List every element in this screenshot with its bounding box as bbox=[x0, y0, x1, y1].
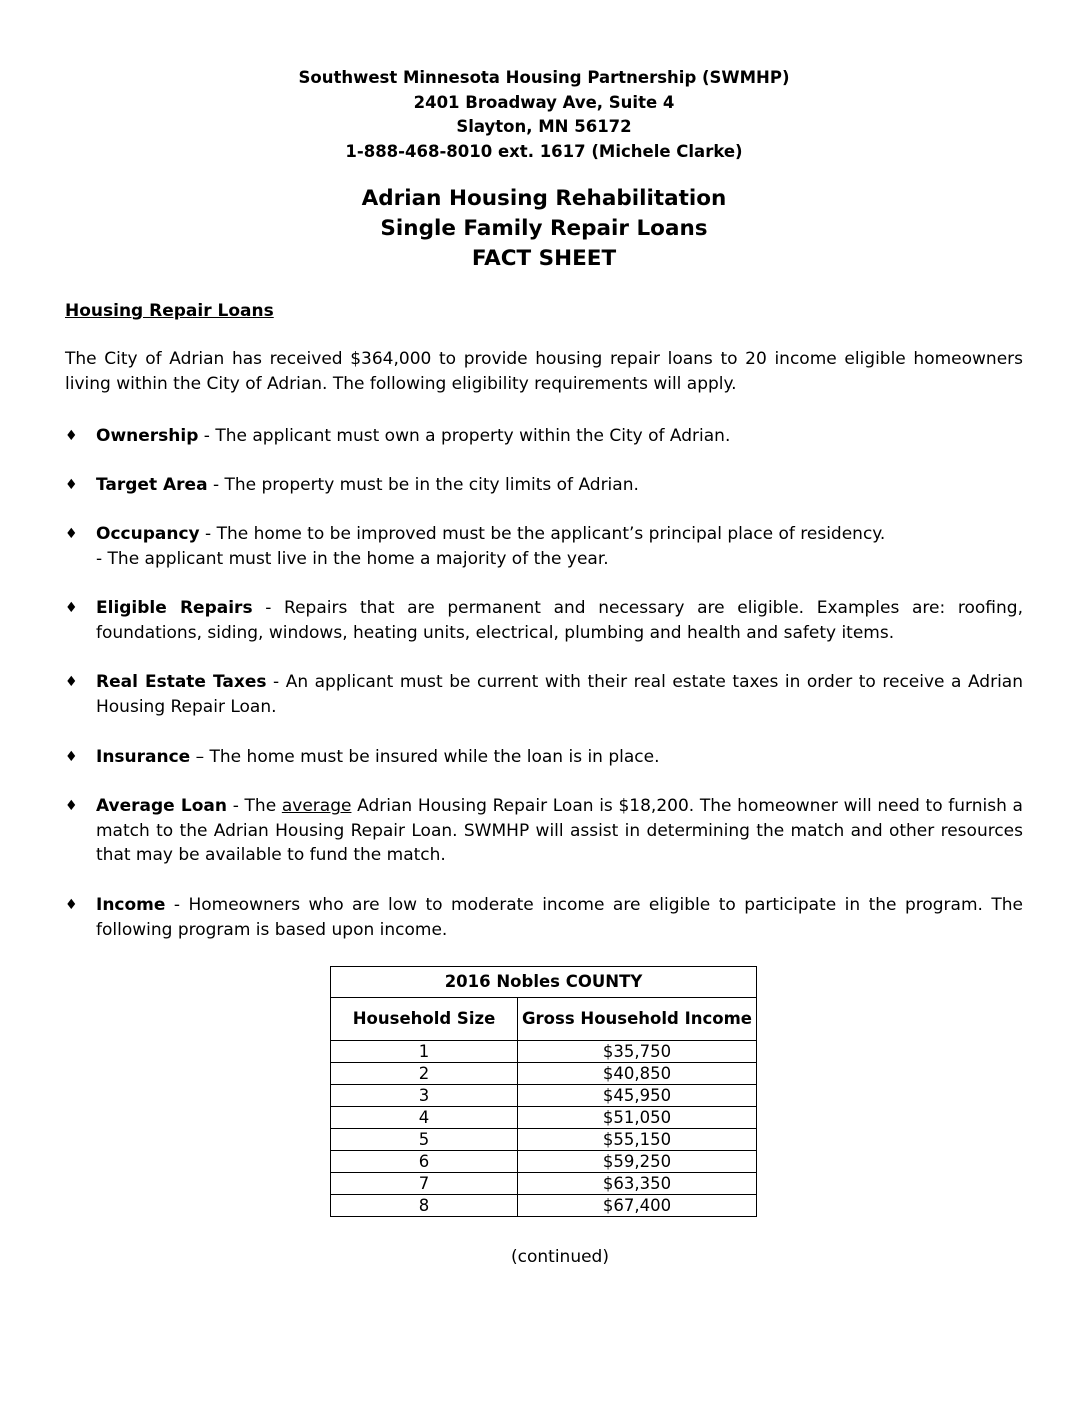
household-size-cell: 5 bbox=[331, 1129, 518, 1151]
requirement-text: - Repairs that are permanent and necessary are eligible. Examples are: roofing, foundations, siding, windows, heating units, electrical, plumbing and health and safety items. bbox=[96, 598, 1023, 643]
requirement-term: Average Loan bbox=[96, 796, 228, 816]
household-size-cell: 8 bbox=[331, 1195, 518, 1217]
column-header-household-size: Household Size bbox=[331, 998, 518, 1041]
income-cell: $67,400 bbox=[518, 1195, 757, 1217]
requirement-text-line-2: - The applicant must live in the home a majority of the year. bbox=[96, 548, 609, 569]
household-size-cell: 7 bbox=[331, 1173, 518, 1195]
diamond-bullet-icon: ♦ bbox=[65, 428, 78, 444]
org-address-line-1: 2401 Broadway Ave, Suite 4 bbox=[413, 92, 675, 112]
document-title bbox=[0, 184, 1088, 274]
diamond-bullet-icon: ♦ bbox=[65, 526, 78, 542]
requirement-term: Eligible Repairs bbox=[96, 598, 253, 618]
title-line-1: Adrian Housing Rehabilitation bbox=[361, 186, 727, 211]
underlined-word: average bbox=[281, 796, 352, 816]
income-limits-table bbox=[330, 966, 757, 1217]
income-cell: $40,850 bbox=[518, 1063, 757, 1085]
table-row bbox=[331, 1173, 757, 1195]
org-name: Southwest Minnesota Housing Partnership (SWMHP) bbox=[298, 68, 790, 87]
title-line-2: Single Family Repair Loans bbox=[380, 216, 708, 241]
household-size-cell: 3 bbox=[331, 1085, 518, 1107]
requirement-income bbox=[65, 893, 1023, 942]
requirement-text: - The applicant must own a property within the City of Adrian. bbox=[198, 426, 731, 446]
column-header-gross-income: Gross Household Income bbox=[518, 998, 757, 1041]
income-cell: $63,350 bbox=[518, 1173, 757, 1195]
household-size-cell: 2 bbox=[331, 1063, 518, 1085]
requirement-average-loan bbox=[65, 794, 1023, 868]
title-line-3: FACT SHEET bbox=[471, 246, 617, 271]
table-row bbox=[331, 1151, 757, 1173]
requirement-target-area bbox=[65, 473, 1023, 498]
diamond-bullet-icon: ♦ bbox=[65, 897, 78, 913]
requirement-text: - The bbox=[227, 796, 282, 816]
intro-paragraph: The City of Adrian has received $364,000 to provide housing repair loans to 20 income eligible homeowners living within the City of Adrian. The following eligibility requirements will apply. bbox=[65, 349, 1023, 394]
requirement-term: Insurance bbox=[96, 747, 191, 767]
income-cell: $35,750 bbox=[518, 1041, 757, 1063]
requirement-insurance bbox=[65, 745, 1023, 770]
household-size-cell: 1 bbox=[331, 1041, 518, 1063]
income-cell: $59,250 bbox=[518, 1151, 757, 1173]
income-cell: $51,050 bbox=[518, 1107, 757, 1129]
diamond-bullet-icon: ♦ bbox=[65, 477, 78, 493]
continued-note: (continued) bbox=[511, 1247, 609, 1267]
requirement-text: - The property must be in the city limits of Adrian. bbox=[207, 475, 639, 495]
household-size-cell: 6 bbox=[331, 1151, 518, 1173]
diamond-bullet-icon: ♦ bbox=[65, 600, 78, 616]
diamond-bullet-icon: ♦ bbox=[65, 798, 78, 814]
requirement-text: - Homeowners who are low to moderate income are eligible to participate in the program. The following program is based upon income. bbox=[96, 895, 1023, 940]
requirement-term: Real Estate Taxes bbox=[96, 672, 267, 692]
organization-header bbox=[0, 66, 1088, 164]
requirement-term: Occupancy bbox=[96, 524, 200, 544]
diamond-bullet-icon: ♦ bbox=[65, 749, 78, 765]
requirement-term: Ownership bbox=[96, 426, 199, 446]
requirement-term: Income bbox=[96, 895, 166, 915]
requirement-term: Target Area bbox=[96, 475, 208, 495]
requirement-eligible-repairs bbox=[65, 596, 1023, 645]
requirement-text: - An applicant must be current with their real estate taxes in order to receive a Adrian Housing Repair Loan. bbox=[96, 672, 1023, 717]
table-row bbox=[331, 1195, 757, 1217]
table-caption: 2016 Nobles COUNTY bbox=[331, 967, 757, 998]
diamond-bullet-icon: ♦ bbox=[65, 674, 78, 690]
income-cell: $45,950 bbox=[518, 1085, 757, 1107]
requirement-occupancy bbox=[65, 522, 1023, 571]
org-address-line-2: Slayton, MN 56172 bbox=[456, 117, 632, 136]
requirement-ownership bbox=[65, 424, 1023, 449]
table-row bbox=[331, 1063, 757, 1085]
requirement-text: – The home must be insured while the loan is in place. bbox=[190, 747, 660, 767]
income-cell: $55,150 bbox=[518, 1129, 757, 1151]
requirement-real-estate-taxes bbox=[65, 670, 1023, 719]
requirement-text: - The home to be improved must be the applicant’s principal place of residency. bbox=[199, 524, 886, 544]
requirement-text-cont: Adrian Housing Repair Loan is $18,200. The homeowner will need to furnish a match to the Adrian Housing Repair Loan. SWMHP will assist in determining the match and other resources that may be available to fund the match. bbox=[96, 796, 1023, 865]
household-size-cell: 4 bbox=[331, 1107, 518, 1129]
section-heading: Housing Repair Loans bbox=[65, 301, 274, 321]
org-phone: 1-888-468-8010 ext. 1617 (Michele Clarke) bbox=[345, 141, 743, 161]
table-row bbox=[331, 1107, 757, 1129]
table-row bbox=[331, 1129, 757, 1151]
table-row bbox=[331, 1085, 757, 1107]
table-row bbox=[331, 1041, 757, 1063]
